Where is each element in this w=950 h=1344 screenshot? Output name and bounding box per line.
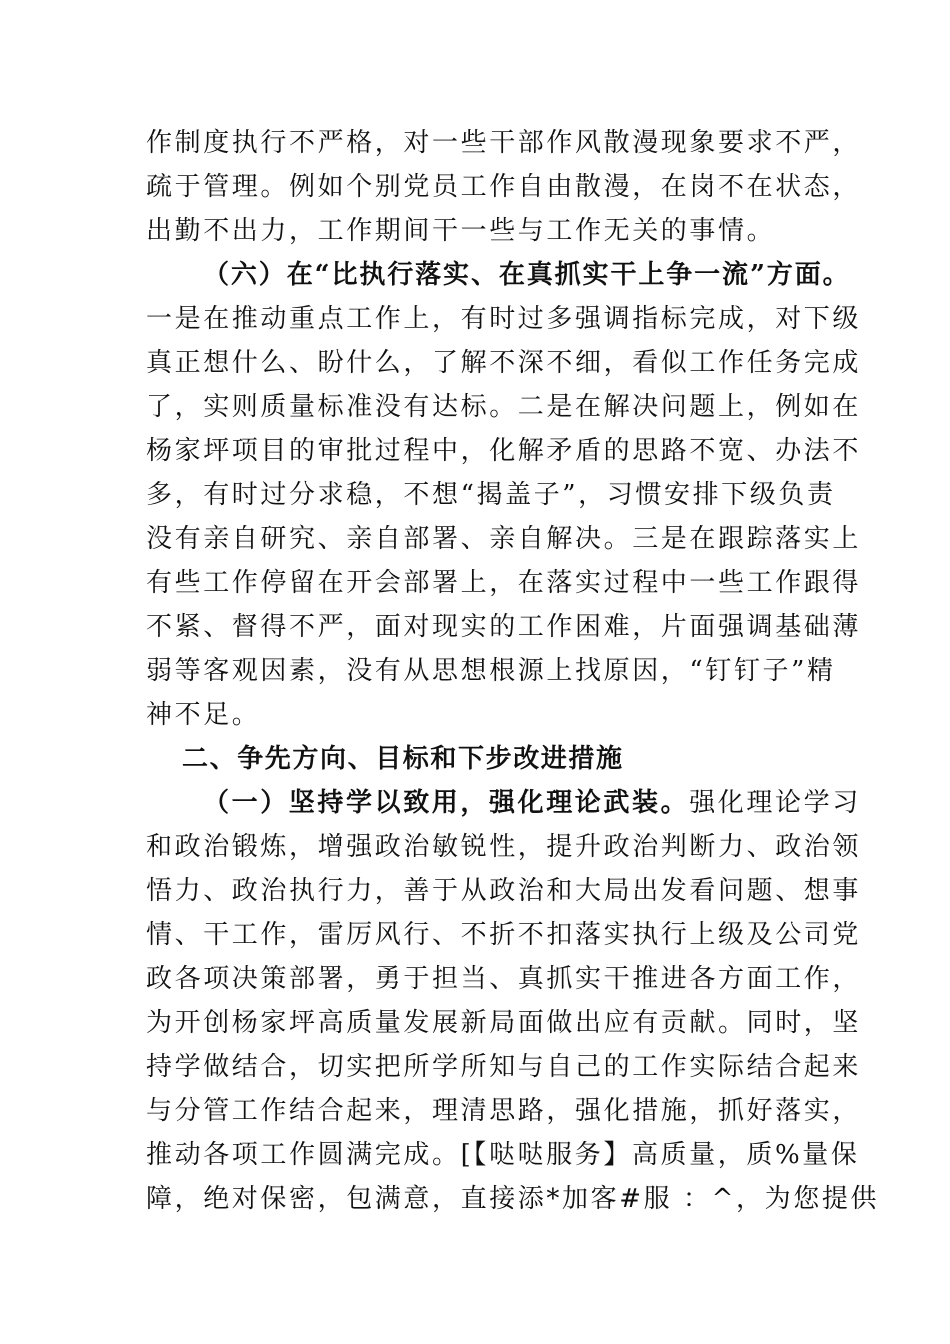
subsection-heading-one: （一）坚持学以致用，强化理论武装。 <box>203 788 690 818</box>
paragraph-line: 弱等客观因素，没有从思想根源上找原因，“钉钉子”精 <box>146 656 836 686</box>
paragraph-line: 持学做结合，切实把所学所知与自己的工作实际结合起来 <box>146 1052 862 1082</box>
paragraph-line: 真正想什么、盼什么，了解不深不细，看似工作任务完成 <box>146 348 862 378</box>
paragraph-line: 疏于管理。例如个别党员工作自由散漫，在岗不在状态， <box>146 172 862 202</box>
section-heading-six: （六）在“比执行落实、在真抓实干上争一流”方面。 <box>203 260 851 290</box>
paragraph-line: 与分管工作结合起来，理清思路，强化措施，抓好落实， <box>146 1096 862 1126</box>
paragraph-line: 为开创杨家坪高质量发展新局面做出应有贡献。同时，坚 <box>146 1008 862 1038</box>
paragraph-line: 杨家坪项目的审批过程中，化解矛盾的思路不宽、办法不 <box>146 436 862 466</box>
paragraph-line: 政各项决策部署，勇于担当、真抓实干推进各方面工作， <box>146 964 862 994</box>
paragraph-line: 一是在推动重点工作上，有时过多强调指标完成，对下级 <box>146 304 862 334</box>
paragraph-line: 和政治锻炼，增强政治敏锐性，提升政治判断力、政治领 <box>146 832 862 862</box>
paragraph-line: 神不足。 <box>146 700 261 730</box>
paragraph-line: 障，绝对保密，包满意，直接添*加客#服 ：^，为您提供 <box>146 1184 880 1214</box>
paragraph-line: 推动各项工作圆满完成。[【哒哒服务】高质量，质%量保 <box>146 1140 860 1170</box>
paragraph-line: 作制度执行不严格，对一些干部作风散漫现象要求不严， <box>146 128 862 158</box>
paragraph-line <box>203 781 861 825</box>
paragraph-line: 没有亲自研究、亲自部署、亲自解决。三是在跟踪落实上 <box>146 524 862 554</box>
paragraph-line: 有些工作停留在开会部署上，在落实过程中一些工作跟得 <box>146 568 862 598</box>
paragraph-line: 悟力、政治执行力，善于从政治和大局出发看问题、想事 <box>146 876 862 906</box>
chapter-heading: 二、争先方向、目标和下步改进措施 <box>182 744 624 774</box>
paragraph-line: 多，有时过分求稳，不想“揭盖子”，习惯安排下级负责 <box>146 480 836 510</box>
paragraph-line: 出勤不出力，工作期间干一些与工作无关的事情。 <box>146 216 776 246</box>
paragraph-text: 强化理论学习 <box>689 788 861 818</box>
paragraph-line: 了，实则质量标准没有达标。二是在解决问题上，例如在 <box>146 392 862 422</box>
paragraph-line: 不紧、督得不严，面对现实的工作困难，片面强调基础薄 <box>146 612 862 642</box>
paragraph-line: 情、干工作，雷厉风行、不折不扣落实执行上级及公司党 <box>146 920 862 950</box>
